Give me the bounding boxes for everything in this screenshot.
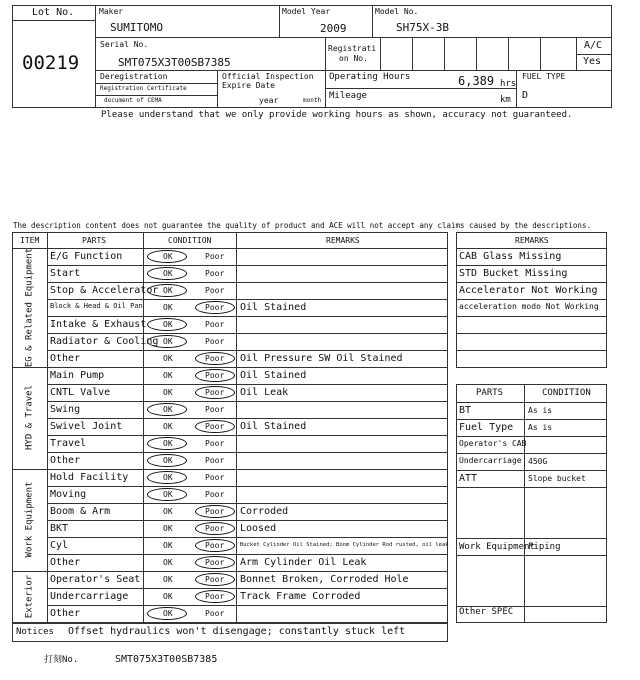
- ok-option[interactable]: OK: [163, 286, 173, 295]
- work-equipment-value: Piping: [528, 542, 561, 552]
- col-item-header: ITEM: [20, 236, 40, 245]
- ac-value: Yes: [583, 56, 602, 67]
- remarks-box-divider: [456, 367, 607, 368]
- row-divider: [12, 469, 448, 470]
- row-divider: [47, 503, 448, 504]
- group-label: EG & Related Equipment: [24, 247, 35, 367]
- model-year-value: 2009: [320, 22, 347, 35]
- remarks-box-item: STD Bucket Missing: [459, 268, 568, 279]
- col-condition-header: CONDITION: [168, 236, 212, 245]
- parts-box-parts-header: PARTS: [476, 388, 504, 398]
- row-divider: [47, 554, 448, 555]
- row-divider: [12, 571, 448, 572]
- part-name: Swivel Joint: [50, 421, 123, 432]
- part-name: Stop & Accelerator: [50, 285, 159, 296]
- selected-condition-circle: [147, 403, 187, 416]
- mileage-label: Mileage: [329, 91, 367, 101]
- part-name: E/G Function: [50, 251, 123, 262]
- row-divider: [47, 384, 448, 385]
- remarks-box-divider: [456, 350, 607, 351]
- selected-condition-circle: [195, 301, 235, 314]
- poor-option[interactable]: Poor: [205, 388, 225, 397]
- selected-condition-circle: [195, 556, 235, 569]
- poor-option[interactable]: Poor: [205, 507, 225, 516]
- hours-note: Please understand that we only provide working hours as shown, accuracy not guaranteed.: [101, 110, 573, 120]
- row-divider: [12, 367, 448, 368]
- remarks-box-divider: [456, 333, 607, 334]
- row-divider: [47, 316, 448, 317]
- ok-option[interactable]: OK: [163, 388, 173, 397]
- poor-option[interactable]: Poor: [205, 592, 225, 601]
- remark-text: Arm Cylinder Oil Leak: [240, 557, 367, 568]
- parts-box-part: Fuel Type: [459, 422, 514, 433]
- remark-text: Bonnet Broken, Corroded Hole: [240, 574, 409, 585]
- poor-option[interactable]: Poor: [205, 609, 225, 618]
- remark-text: Loosed: [240, 523, 277, 534]
- ok-option[interactable]: OK: [163, 354, 173, 363]
- ok-option[interactable]: OK: [163, 490, 173, 499]
- poor-option[interactable]: Poor: [205, 558, 225, 567]
- part-name: Swing: [50, 404, 81, 415]
- selected-condition-circle: [147, 250, 187, 263]
- inspection-label-2: Expire Date: [222, 81, 275, 90]
- group-label: Work Equipment: [24, 481, 35, 558]
- remarks-box-item: Accelerator Not Working: [459, 285, 598, 296]
- stamp-label: 打刻No.: [44, 655, 79, 665]
- km-label: km: [500, 95, 511, 105]
- remark-text: Oil Stained: [240, 370, 307, 381]
- remark-text: Track Frame Corroded: [240, 591, 361, 602]
- inspection-label: Official Inspection: [222, 72, 314, 81]
- group-label: HYD & Travel: [24, 384, 35, 451]
- poor-option[interactable]: Poor: [205, 473, 225, 482]
- part-name: Cyl: [50, 540, 69, 551]
- remarks-box-divider: [456, 299, 607, 300]
- parts-box-part: ATT: [459, 473, 478, 484]
- remark-text: Oil Stained: [240, 302, 307, 313]
- parts-box-divider: [456, 470, 607, 471]
- selected-condition-circle: [195, 573, 235, 586]
- ok-option[interactable]: OK: [163, 575, 173, 584]
- poor-option[interactable]: Poor: [205, 456, 225, 465]
- poor-option[interactable]: Poor: [205, 269, 225, 278]
- part-name: CNTL Valve: [50, 387, 111, 398]
- hrs-label: hrs: [500, 79, 517, 89]
- part-name: Radiator & Cooling: [50, 336, 159, 347]
- poor-option[interactable]: Poor: [205, 439, 225, 448]
- row-divider: [47, 282, 448, 283]
- registration-label: Registrati: [328, 44, 377, 53]
- remark-text: Oil Leak: [240, 387, 289, 398]
- col-parts-header: PARTS: [82, 236, 107, 245]
- selected-condition-circle: [147, 607, 187, 620]
- ok-option[interactable]: OK: [163, 456, 173, 465]
- remarks-box-divider: [456, 265, 607, 266]
- notices-value: Offset hydraulics won't disengage; constantly stuck left: [68, 626, 406, 637]
- selected-condition-circle: [147, 318, 187, 331]
- part-name: BKT: [50, 523, 69, 534]
- selected-condition-circle: [195, 386, 235, 399]
- poor-option[interactable]: Poor: [205, 524, 225, 533]
- selected-condition-circle: [147, 488, 187, 501]
- ok-option[interactable]: OK: [163, 303, 173, 312]
- ok-option[interactable]: OK: [163, 439, 173, 448]
- ok-option[interactable]: OK: [163, 405, 173, 414]
- poor-option[interactable]: Poor: [205, 252, 225, 261]
- fuel-type-value: D: [522, 90, 529, 101]
- part-name: Hold Facility: [50, 472, 129, 483]
- part-name: Other: [50, 455, 81, 466]
- parts-box-condition: Slope bucket: [528, 474, 586, 483]
- ok-option[interactable]: OK: [163, 609, 173, 618]
- poor-option[interactable]: Poor: [205, 371, 225, 380]
- part-name: Other: [50, 608, 81, 619]
- remarks-box-header: REMARKS: [515, 236, 549, 245]
- stamp-number: SMT075X3T00SB7385: [115, 654, 218, 665]
- ok-option[interactable]: OK: [163, 252, 173, 261]
- col-remarks-header: REMARKS: [326, 236, 360, 245]
- poor-option[interactable]: Poor: [205, 405, 225, 414]
- poor-option[interactable]: Poor: [205, 354, 225, 363]
- part-name: Intake & Exhaust: [50, 319, 147, 330]
- row-divider: [47, 401, 448, 402]
- row-divider: [47, 588, 448, 589]
- remarks-box-divider: [456, 282, 607, 283]
- model-year-label: Model Year: [282, 7, 331, 16]
- selected-condition-circle: [195, 505, 235, 518]
- parts-box-condition: As is: [528, 423, 553, 432]
- row-divider: [47, 299, 448, 300]
- maker-value: SUMITOMO: [110, 21, 163, 34]
- selected-condition-circle: [195, 590, 235, 603]
- part-name: Block & Head & Oil Pan: [50, 302, 143, 310]
- part-name: Travel: [50, 438, 87, 449]
- remarks-box-divider: [456, 316, 607, 317]
- row-divider: [47, 435, 448, 436]
- ok-option[interactable]: OK: [163, 371, 173, 380]
- parts-box-divider: [456, 453, 607, 454]
- notices-label: Notices: [16, 627, 54, 637]
- ok-option[interactable]: OK: [163, 269, 173, 278]
- maker-label: Maker: [99, 7, 124, 16]
- ok-option[interactable]: OK: [163, 320, 173, 329]
- remark-text: Bucket Cylinder Oil Stained; Boom Cylinder Rod rusted, oil leak: [240, 542, 449, 548]
- part-name: Start: [50, 268, 81, 279]
- ok-option[interactable]: OK: [163, 558, 173, 567]
- poor-option[interactable]: Poor: [205, 422, 225, 431]
- row-divider: [47, 350, 448, 351]
- poor-option[interactable]: Poor: [205, 286, 225, 295]
- ok-option[interactable]: OK: [163, 507, 173, 516]
- row-divider: [47, 418, 448, 419]
- other-spec-label: Other SPEC: [459, 607, 514, 617]
- part-name: Other: [50, 353, 81, 364]
- poor-option[interactable]: Poor: [205, 320, 225, 329]
- row-divider: [47, 486, 448, 487]
- parts-box-condition: As is: [528, 406, 553, 415]
- group-label: Exterior: [24, 574, 35, 618]
- parts-box-part: Undercarriage: [459, 456, 522, 465]
- year-label: year: [259, 96, 279, 105]
- ok-option[interactable]: OK: [163, 524, 173, 533]
- part-name: Other: [50, 557, 81, 568]
- parts-box-divider: [456, 419, 607, 420]
- poor-option[interactable]: Poor: [205, 490, 225, 499]
- row-divider: [47, 333, 448, 334]
- part-name: Operator's Seat: [50, 574, 141, 585]
- row-divider: [47, 605, 448, 606]
- ok-option[interactable]: OK: [163, 541, 173, 550]
- poor-option[interactable]: Poor: [205, 541, 225, 550]
- ok-option[interactable]: OK: [163, 592, 173, 601]
- part-name: Undercarriage: [50, 591, 129, 602]
- registration-label-2: on No.: [339, 54, 368, 63]
- poor-option[interactable]: Poor: [205, 303, 225, 312]
- parts-box-condition-header: CONDITION: [542, 388, 591, 398]
- row-divider: [47, 520, 448, 521]
- remark-text: Oil Stained: [240, 421, 307, 432]
- selected-condition-circle: [147, 335, 187, 348]
- model-no-label: Model No.: [375, 7, 419, 16]
- disclaimer-text: The description content does not guarantee the quality of product and ACE will not accept any claims caused by the descriptions.: [13, 221, 591, 230]
- selected-condition-circle: [147, 284, 187, 297]
- fuel-type-label: FUEL TYPE: [522, 72, 566, 81]
- operating-hours-label: Operating Hours: [329, 72, 411, 82]
- serial-value: SMT075X3T00SB7385: [118, 56, 231, 69]
- row-divider: [47, 452, 448, 453]
- row-divider: [47, 265, 448, 266]
- poor-option[interactable]: Poor: [205, 337, 225, 346]
- remark-text: Corroded: [240, 506, 289, 517]
- selected-condition-circle: [147, 437, 187, 450]
- model-no-value: SH75X-3B: [396, 21, 449, 34]
- serial-label: Serial No.: [100, 40, 149, 49]
- lot-label: Lot No.: [32, 7, 75, 18]
- selected-condition-circle: [147, 267, 187, 280]
- deregistration-label: Deregistration: [100, 72, 168, 81]
- selected-condition-circle: [147, 471, 187, 484]
- selected-condition-circle: [195, 420, 235, 433]
- selected-condition-circle: [195, 369, 235, 382]
- selected-condition-circle: [195, 539, 235, 552]
- selected-condition-circle: [147, 454, 187, 467]
- selected-condition-circle: [195, 352, 235, 365]
- poor-option[interactable]: Poor: [205, 575, 225, 584]
- row-divider: [47, 537, 448, 538]
- parts-box-part: Operator's CAB: [459, 439, 527, 448]
- ok-option[interactable]: OK: [163, 473, 173, 482]
- dereg-document-label: document of CEMA: [104, 97, 162, 104]
- parts-box-divider: [456, 436, 607, 437]
- parts-box-part: BT: [459, 405, 472, 416]
- work-equipment-label: Work Equipment: [459, 542, 535, 552]
- parts-box-condition: 450G: [528, 457, 548, 466]
- remark-text: Oil Pressure SW Oil Stained: [240, 353, 403, 364]
- selected-condition-circle: [195, 522, 235, 535]
- part-name: Main Pump: [50, 370, 105, 381]
- part-name: Boom & Arm: [50, 506, 111, 517]
- ok-option[interactable]: OK: [163, 422, 173, 431]
- remarks-box-item: CAB Glass Missing: [459, 251, 562, 262]
- month-label: month: [303, 97, 322, 104]
- dereg-certificate-label: Registration Certificate: [100, 85, 187, 92]
- remarks-box-item: acceleration modo Not Working: [459, 302, 599, 311]
- part-name: Moving: [50, 489, 87, 500]
- operating-hours-value: 6,389: [458, 74, 495, 88]
- ok-option[interactable]: OK: [163, 337, 173, 346]
- ac-label: A/C: [584, 40, 603, 51]
- lot-number: 00219: [22, 52, 80, 74]
